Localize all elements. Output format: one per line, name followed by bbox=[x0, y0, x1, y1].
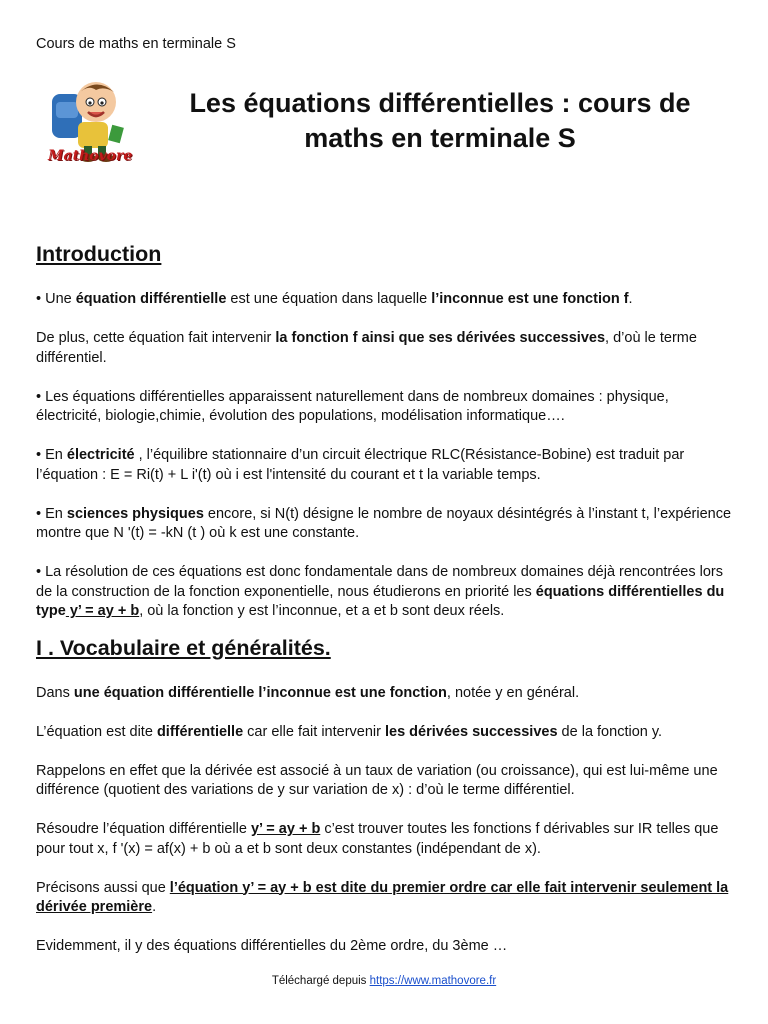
section1-paragraph-6: Evidemment, il y des équations différentielles du 2ème ordre, du 3ème … bbox=[36, 938, 508, 954]
footer-prefix: Téléchargé depuis bbox=[271, 975, 370, 987]
section1-paragraph-2: L’équation est dite différentielle car elle fait intervenir les dérivées successives de la fonction y. bbox=[36, 723, 663, 740]
page-title: Les équations différentielles : cours de maths en terminale S bbox=[189, 88, 691, 153]
mathovore-logo bbox=[44, 72, 144, 172]
running-header: Cours de maths en terminale S bbox=[36, 36, 236, 52]
intro-paragraph-3: • Les équations différentielles apparaissent naturellement dans de nombreux domaines : physique, électricité, biologie,chimie, évolution des populations, modélisation informatique…. bbox=[36, 388, 669, 424]
download-footer bbox=[0, 975, 768, 987]
section1-paragraph-5: Précisons aussi que l’équation y’ = ay + b est dite du premier ordre car elle fait intervenir seulement la dérivée première. bbox=[36, 879, 729, 915]
intro-paragraph-4: • En électricité , l’équilibre stationnaire d’un circuit électrique RLC(Résistance-Bobine) est traduit par l’équation : E = Ri(t) + L i'(t) où i est l'intensité du courant et t la variable temps. bbox=[36, 447, 685, 483]
mathovore-link[interactable]: https://www.mathovore.fr bbox=[369, 975, 497, 987]
intro-paragraph-2: De plus, cette équation fait intervenir la fonction f ainsi que ses dérivées successives, d’où le terme différentiel. bbox=[36, 330, 697, 366]
intro-paragraph-1: • Une équation différentielle est une équation dans laquelle l’inconnue est une fonction f. bbox=[36, 291, 633, 307]
document-body bbox=[36, 240, 732, 957]
logo-wordmark: Mathovore bbox=[48, 148, 133, 164]
section-heading-introduction: Introduction bbox=[36, 242, 162, 266]
intro-paragraph-5: • En sciences physiques encore, si N(t) désigne le nombre de noyaux désintégrés à l’instant t, l’expérience montre que N '(t) = -kN (t ) où k est une constante. bbox=[36, 505, 732, 541]
section1-paragraph-1: Dans une équation différentielle l’inconnue est une fonction, notée y en général. bbox=[36, 684, 580, 701]
section-heading-vocabulaire: I . Vocabulaire et généralités. bbox=[36, 635, 331, 660]
section1-paragraph-3: Rappelons en effet que la dérivée est associé à un taux de variation (ou croissance), qui est lui-même une différence (quotient des variations de y sur variation de x) : d’où le terme différentiel. bbox=[36, 762, 718, 798]
section1-paragraph-4: Résoudre l’équation différentielle y’ = ay + b c’est trouver toutes les fonctions f dérivables sur IR telles que pour tout x, f '(x) = af(x) + b où a et b sont deux constantes (indépendant de x). bbox=[36, 821, 719, 857]
intro-paragraph-6: • La résolution de ces équations est donc fondamentale dans de nombreux domaines déjà rencontrées lors de la construction de la fonction exponentielle, nous étudierons en priorité les équations différentielles du type y’ = ay + b, où la fonction y est l’inconnue, et a et b sont deux réels. bbox=[36, 564, 725, 619]
